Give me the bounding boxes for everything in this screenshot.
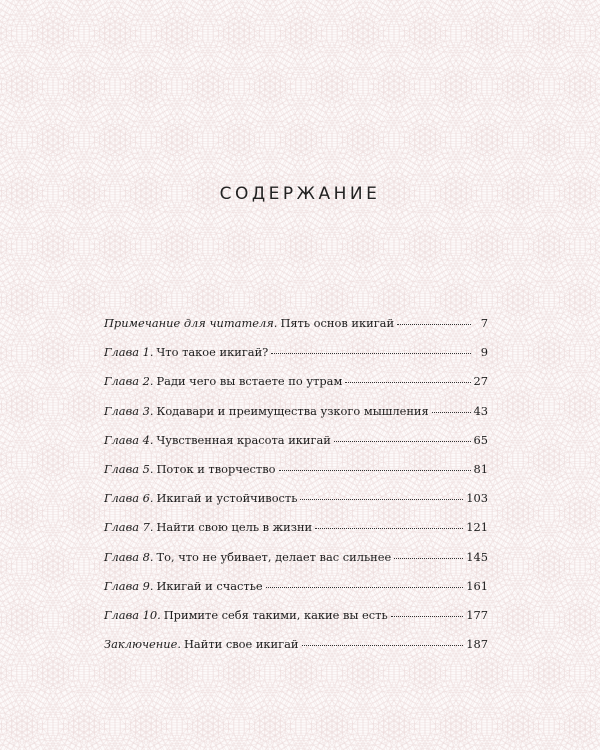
toc-entry-page: 177 [466, 607, 488, 622]
toc-entry-page: 187 [466, 637, 488, 652]
table-of-contents [104, 316, 488, 666]
toc-entry[interactable] [104, 608, 488, 637]
toc-entry-title: Поток и творчество [156, 461, 276, 476]
toc-entry-label: Глава 6. [104, 491, 154, 506]
toc-entry-page: 145 [466, 549, 488, 564]
toc-entry-page: 65 [473, 432, 488, 447]
dot-leader [279, 470, 471, 471]
dot-leader [315, 528, 463, 529]
toc-entry-page: 9 [480, 345, 488, 360]
toc-entry-title: Икигай и устойчивость [156, 491, 298, 506]
toc-entry-label: Глава 2. [104, 374, 154, 389]
toc-entry-title: Примите себя такими, какие вы есть [163, 607, 388, 622]
dot-leader [334, 441, 471, 442]
toc-entry-label: Заключение. [104, 637, 181, 652]
toc-entry-title: Ради чего вы встаете по утрам [156, 374, 343, 389]
toc-entry-title: Кодавари и преимущества узкого мышления [156, 403, 429, 418]
toc-entry-page: 27 [473, 374, 488, 389]
dot-leader [394, 558, 463, 559]
toc-entry-title: Чувственная красота икигай [156, 432, 331, 447]
toc-entry[interactable] [104, 316, 488, 345]
toc-entry-title: То, что не убивает, делает вас сильнее [156, 549, 392, 564]
toc-entry-label: Глава 3. [104, 403, 154, 418]
toc-entry[interactable] [104, 550, 488, 579]
toc-entry[interactable] [104, 491, 488, 520]
toc-entry[interactable] [104, 637, 488, 666]
toc-entry-label: Глава 10. [104, 607, 161, 622]
toc-entry[interactable] [104, 462, 488, 491]
dot-leader [345, 382, 470, 383]
toc-entry[interactable] [104, 345, 488, 374]
toc-entry-label: Глава 4. [104, 432, 154, 447]
toc-entry-page: 81 [473, 461, 488, 476]
toc-entry-label: Примечание для читателя. [104, 316, 278, 330]
toc-entry-page: 121 [466, 520, 488, 535]
toc-entry-label: Глава 5. [104, 461, 154, 476]
toc-entry-title: Что такое икигай? [156, 345, 269, 360]
toc-entry[interactable] [104, 520, 488, 549]
dot-leader [271, 353, 471, 354]
toc-entry-label: Глава 1. [104, 345, 154, 360]
dot-leader [397, 324, 471, 325]
toc-entry[interactable] [104, 404, 488, 433]
toc-entry[interactable] [104, 374, 488, 403]
toc-entry[interactable] [104, 433, 488, 462]
toc-entry-page: 103 [466, 491, 488, 506]
toc-entry-label: Глава 7. [104, 520, 154, 535]
toc-entry-page: 43 [473, 403, 488, 418]
dot-leader [432, 412, 471, 413]
toc-entry-title: Икигай и счастье [156, 578, 263, 593]
toc-entry[interactable] [104, 579, 488, 608]
page-title: СОДЕРЖАНИЕ [219, 184, 381, 204]
dot-leader [391, 616, 464, 617]
toc-entry-page: 161 [466, 578, 488, 593]
toc-entry-title: Найти свое икигай [184, 637, 299, 652]
dot-leader [302, 645, 464, 646]
dot-leader [266, 587, 464, 588]
toc-entry-label: Глава 9. [104, 578, 154, 593]
dot-leader [300, 499, 463, 500]
toc-entry-title: Найти свою цель в жизни [156, 520, 313, 535]
toc-entry-label: Глава 8. [104, 549, 154, 564]
toc-entry-title: Пять основ икигай [280, 316, 395, 330]
toc-entry-page: 7 [480, 316, 488, 330]
